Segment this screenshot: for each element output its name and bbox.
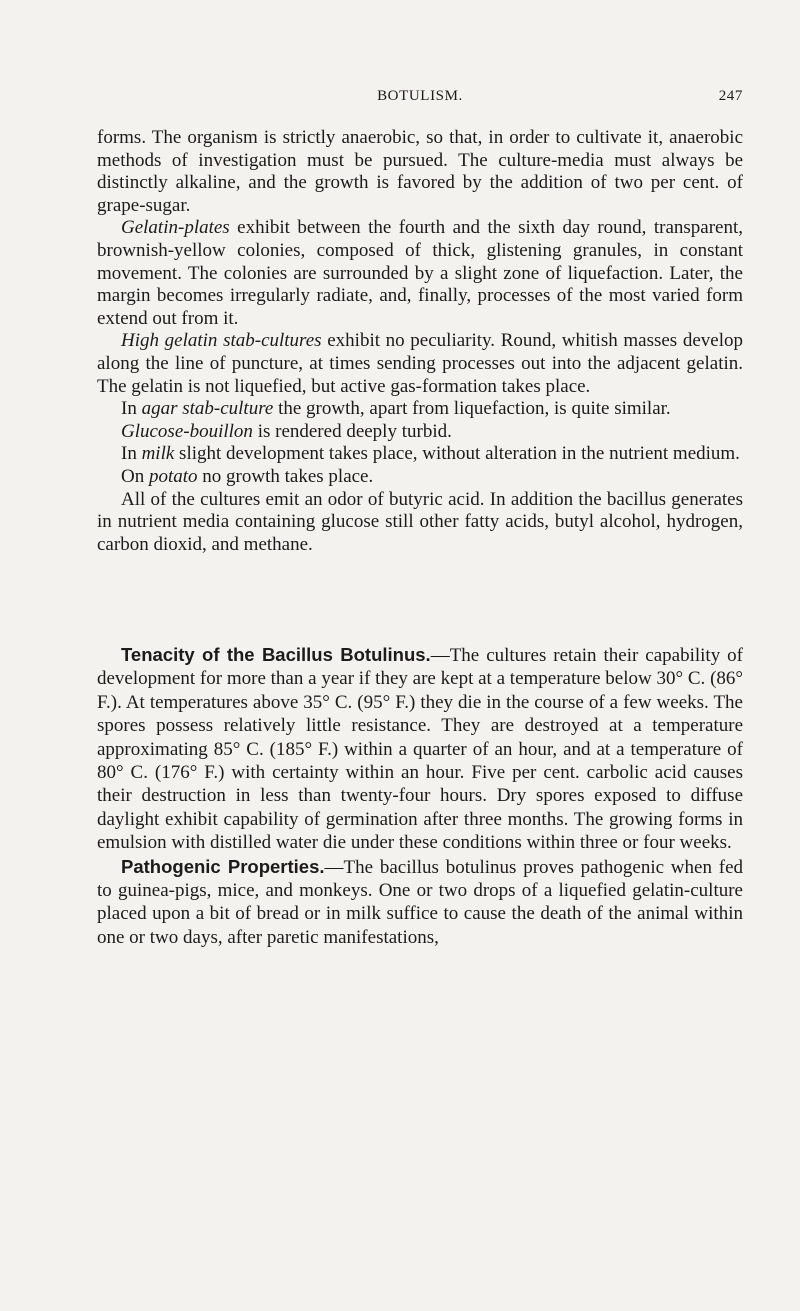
paragraph-text: exhibit between the fourth and the sixth day round, transparent, brownish-yellow colonies, composed of thick, glistening granules, in constant movement. The colonies are surrounded by a slight zone of liquefaction. Later, the margin becomes irregularly radiate, and, finally, processes of the most varied form extend out from it. [97,217,743,329]
paragraph-milk [97,443,743,466]
page-number: 247 [718,88,743,104]
paragraph-text: forms. The organism is strictly anaerobic, so that, in order to cultivate it, anaerobic methods of investigation must be pursued. The culture-media must always be distinctly alkaline, and the growth is favored by the addition of two per cent. of grape-sugar. [97,127,743,216]
paragraph-agar [97,398,743,421]
pathogenic-paragraph [97,855,743,950]
tenacity-body: —The cultures retain their capability of development for more than a year if they are kept at a temperature below 30° C. (86° F.). At temperatures above 35° C. (95° F.) they die in the course of a few weeks. The spores possess relatively little resistance. They are destroyed at a temperature approximating 85° C. (185° F.) within a quarter of an hour, and at a temperature of 80° C. (176° F.) with certainty within an hour. Five per cent. carbolic acid causes their destruction in less than twenty-four hours. Dry spores exposed to diffuse daylight exhibit capability of germination after three months. The growing forms in emulsion with distilled water die under these conditions within three or four weeks. [97,645,743,854]
paragraph-term: Glucose-bouillon [121,420,253,442]
paragraph-text: no growth takes place. [197,465,374,487]
paragraph-term: High gelatin stab-cultures [121,330,322,352]
paragraph-term: Gelatin-plates [121,217,230,239]
paragraph-text: All of the cultures emit an odor of butyric acid. In addition the bacillus generates in nutrient media containing glucose still other fatty acids, butyl alcohol, hydrogen, carbon dioxid, and methane. [97,488,743,555]
paragraph-text: the growth, apart from liquefaction, is quite similar. [273,398,671,420]
paragraph-text: In [121,443,142,465]
tenacity-paragraph [97,643,743,855]
pathogenic-body: —The bacillus botulinus proves pathogenic when fed to guinea-pigs, mice, and monkeys. One or two drops of a liquefied gelatin-culture placed upon a bit of bread or in milk suffice to cause the death of the animal within one or two days, after paretic manifestations, [97,856,743,948]
paragraph-term: milk [141,443,175,465]
running-title: BOTULISM. [377,88,463,104]
tenacity-heading: Tenacity of the Bacillus Botulinus. [121,644,431,665]
paragraph-potato [97,466,743,489]
paragraph-odor [97,489,743,557]
paragraph-text: is rendered deeply turbid. [252,420,452,442]
paragraph-text: In [121,398,142,420]
paragraph-anaerobic [97,127,743,217]
paragraph-text: slight development takes place, without alteration in the nutrient medium. [174,443,740,465]
running-head [97,88,743,112]
paragraph-term: agar stab-culture [141,398,274,420]
pathogenic-heading: Pathogenic Properties. [121,855,325,877]
paragraph-glucose [97,421,743,444]
paragraph-gelatin-plates [97,217,743,330]
paragraph-stab-cultures [97,330,743,398]
paragraph-term: potato [148,465,198,487]
paragraph-text: exhibit no peculiarity. Round, whitish masses develop along the line of puncture, at times sending processes out into the adjacent gelatin. The gelatin is not liquefied, but active gas-formation takes place. [97,330,743,397]
paragraph-text: On [121,465,149,487]
section-tenacity-pathogenic [97,643,743,949]
culture-description [97,127,743,556]
